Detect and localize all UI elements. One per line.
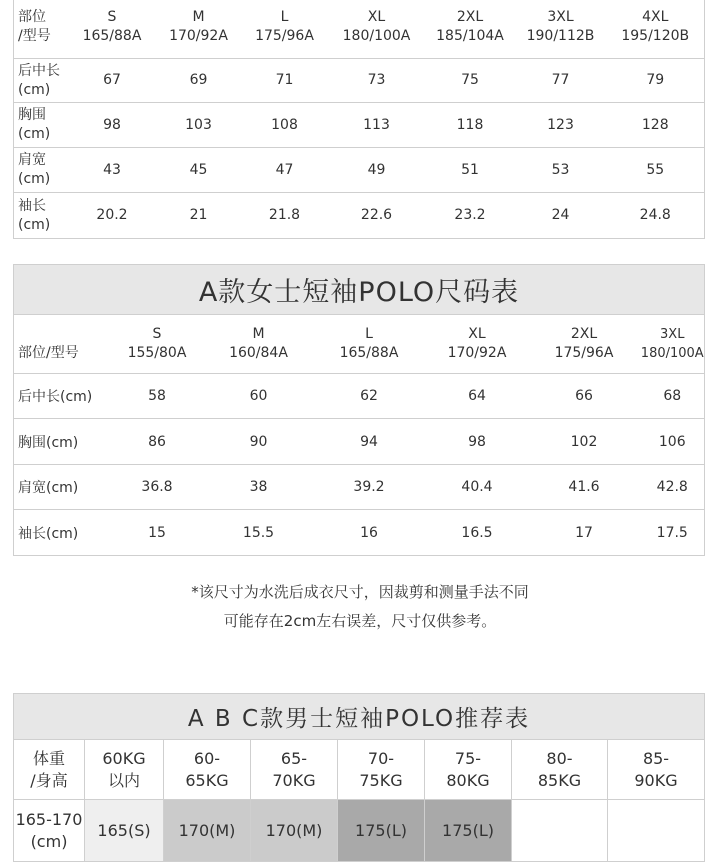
women-size-2xl: 2XL 175/96A xyxy=(528,315,641,374)
note-line-1: *该尺寸为水洗后成衣尺寸，因裁剪和测量手法不同 xyxy=(191,583,529,601)
table-row xyxy=(14,59,705,103)
women-size-table xyxy=(13,264,705,556)
cell: 20.2 xyxy=(69,193,156,239)
cell: 21.8 xyxy=(242,193,328,239)
cell: 79 xyxy=(607,59,705,103)
weight-col: 85- 90KG xyxy=(608,740,705,800)
recommend-cell: 165(S) xyxy=(85,800,164,862)
men-size-4xl: 4XL 195/120B xyxy=(607,0,705,59)
cell: 77 xyxy=(515,59,607,103)
cell: 17 xyxy=(528,510,641,556)
women-header-row xyxy=(14,315,705,374)
recommend-header-row xyxy=(14,740,705,800)
cell: 64 xyxy=(427,374,528,419)
cell: 22.6 xyxy=(328,193,426,239)
cell: 68 xyxy=(641,374,705,419)
weight-col: 70- 75KG xyxy=(338,740,425,800)
recommend-table xyxy=(13,693,705,862)
cell: 73 xyxy=(328,59,426,103)
cell: 38 xyxy=(206,465,312,510)
row-label: 袖长 (cm) xyxy=(14,193,69,239)
row-label: 肩宽 (cm) xyxy=(14,148,69,193)
cell: 86 xyxy=(109,419,206,465)
table-row xyxy=(14,510,705,556)
cell: 36.8 xyxy=(109,465,206,510)
men-size-xl: XL 180/100A xyxy=(328,0,426,59)
cell: 69 xyxy=(156,59,242,103)
table-row xyxy=(14,148,705,193)
cell: 51 xyxy=(426,148,515,193)
table-row xyxy=(14,419,705,465)
recommend-table-title: A B C款男士短袖POLO推荐表 xyxy=(14,694,705,740)
recommend-corner-cell: 体重 /身高 xyxy=(14,740,85,800)
men-header-row xyxy=(14,0,705,59)
men-size-s: S 165/88A xyxy=(69,0,156,59)
row-label: 肩宽(cm) xyxy=(14,465,109,510)
cell: 71 xyxy=(242,59,328,103)
women-title-row xyxy=(14,265,705,315)
cell: 103 xyxy=(156,103,242,148)
cell: 98 xyxy=(427,419,528,465)
row-label: 袖长(cm) xyxy=(14,510,109,556)
cell: 67 xyxy=(69,59,156,103)
cell: 16 xyxy=(312,510,427,556)
men-corner-cell: 部位 /型号 xyxy=(14,0,69,59)
women-size-l: L 165/88A xyxy=(312,315,427,374)
row-label: 胸围(cm) xyxy=(14,419,109,465)
cell: 60 xyxy=(206,374,312,419)
cell: 15.5 xyxy=(206,510,312,556)
men-size-l: L 175/96A xyxy=(242,0,328,59)
cell: 40.4 xyxy=(427,465,528,510)
height-label: 165-170 (cm) xyxy=(14,800,85,862)
note-line-2: 可能存在2cm左右误差，尺寸仅供参考。 xyxy=(223,612,497,630)
weight-col: 80- 85KG xyxy=(512,740,608,800)
cell: 45 xyxy=(156,148,242,193)
cell: 98 xyxy=(69,103,156,148)
recommend-cell: 170(M) xyxy=(164,800,251,862)
cell: 113 xyxy=(328,103,426,148)
cell: 62 xyxy=(312,374,427,419)
cell: 128 xyxy=(607,103,705,148)
cell: 66 xyxy=(528,374,641,419)
table-row xyxy=(14,193,705,239)
cell: 17.5 xyxy=(641,510,705,556)
measurement-note xyxy=(0,578,720,636)
recommend-cell xyxy=(512,800,608,862)
row-label: 后中长 (cm) xyxy=(14,59,69,103)
table-row xyxy=(14,103,705,148)
cell: 15 xyxy=(109,510,206,556)
cell: 24.8 xyxy=(607,193,705,239)
recommend-cell xyxy=(608,800,705,862)
cell: 49 xyxy=(328,148,426,193)
men-size-m: M 170/92A xyxy=(156,0,242,59)
recommend-title-row xyxy=(14,694,705,740)
cell: 23.2 xyxy=(426,193,515,239)
weight-col: 65- 70KG xyxy=(251,740,338,800)
cell: 106 xyxy=(641,419,705,465)
recommend-cell: 170(M) xyxy=(251,800,338,862)
row-label: 后中长(cm) xyxy=(14,374,109,419)
cell: 90 xyxy=(206,419,312,465)
cell: 39.2 xyxy=(312,465,427,510)
cell: 118 xyxy=(426,103,515,148)
women-table-title: A款女士短袖POLO尺码表 xyxy=(14,265,705,315)
table-row xyxy=(14,465,705,510)
cell: 108 xyxy=(242,103,328,148)
weight-col: 60KG 以内 xyxy=(85,740,164,800)
weight-col: 75- 80KG xyxy=(425,740,512,800)
women-size-xl: XL 170/92A xyxy=(427,315,528,374)
women-corner-cell: 部位/型号 xyxy=(14,315,109,374)
cell: 123 xyxy=(515,103,607,148)
cell: 55 xyxy=(607,148,705,193)
cell: 53 xyxy=(515,148,607,193)
recommend-cell: 175(L) xyxy=(338,800,425,862)
cell: 43 xyxy=(69,148,156,193)
cell: 58 xyxy=(109,374,206,419)
men-size-3xl: 3XL 190/112B xyxy=(515,0,607,59)
men-size-2xl: 2XL 185/104A xyxy=(426,0,515,59)
table-row xyxy=(14,800,705,862)
cell: 94 xyxy=(312,419,427,465)
weight-col: 60- 65KG xyxy=(164,740,251,800)
cell: 42.8 xyxy=(641,465,705,510)
women-size-m: M 160/84A xyxy=(206,315,312,374)
cell: 16.5 xyxy=(427,510,528,556)
cell: 47 xyxy=(242,148,328,193)
men-size-table xyxy=(13,0,705,239)
cell: 75 xyxy=(426,59,515,103)
row-label: 胸围 (cm) xyxy=(14,103,69,148)
recommend-cell: 175(L) xyxy=(425,800,512,862)
table-row xyxy=(14,374,705,419)
cell: 102 xyxy=(528,419,641,465)
women-size-s: S 155/80A xyxy=(109,315,206,374)
cell: 24 xyxy=(515,193,607,239)
cell: 41.6 xyxy=(528,465,641,510)
cell: 21 xyxy=(156,193,242,239)
women-size-3xl: 3XL 180/100A xyxy=(641,315,705,374)
